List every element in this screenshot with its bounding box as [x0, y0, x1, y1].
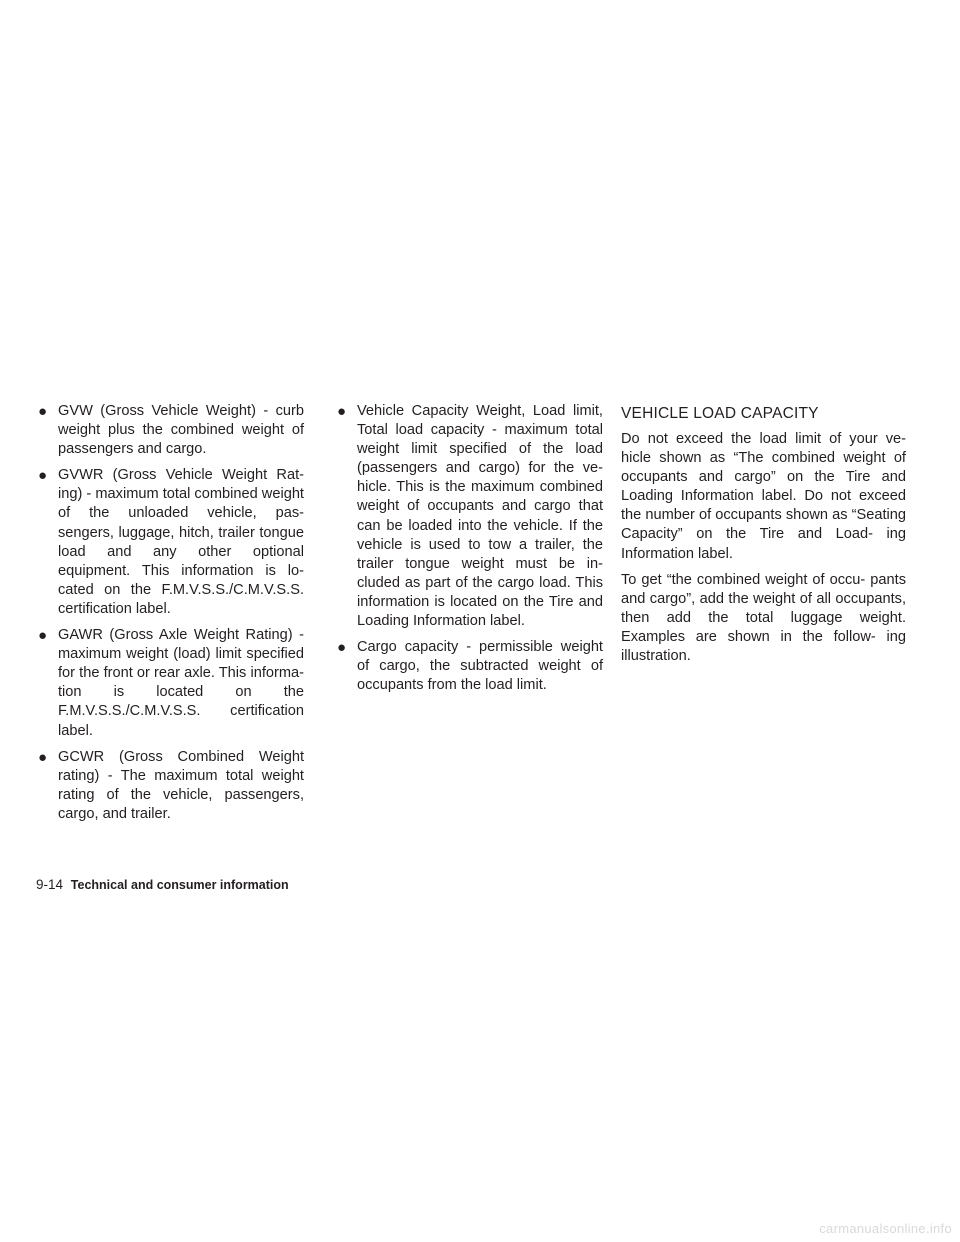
section-heading: VEHICLE LOAD CAPACITY: [621, 405, 819, 422]
list-item-text: Cargo capacity - permissible weight of cargo, the subtracted weight of occupants from the load limit.: [357, 639, 603, 694]
list-item: [38, 626, 304, 741]
list-item-text: GAWR (Gross Axle Weight Rating) - maximum weight (load) limit specified for the front or rear axle. This informa- tion is located on the F.M.V.S.S./C.M.V.S.S. certification label.: [58, 627, 304, 739]
column-3: [621, 402, 906, 673]
column-1: [38, 402, 304, 831]
bullet-list-2: [337, 402, 603, 695]
chapter-title: Technical and consumer information: [70, 878, 289, 892]
list-item: [38, 748, 304, 824]
page-number: 9-14: [36, 877, 64, 892]
list-item: [337, 638, 603, 695]
watermark: carmanualsonline.info: [819, 1221, 952, 1236]
paragraph: To get “the combined weight of occu- pants and cargo”, add the weight of all occupants, then add the total luggage weight. Examples are shown in the follow- ing illustration.: [621, 571, 906, 665]
paragraph: Do not exceed the load limit of your ve- hicle shown as “The combined weight of occupants and cargo” on the Tire and Loading Information label. Do not exceed the number of occupants shown as “Seating Capacity” on the Tire and Load- ing Information label.: [621, 431, 906, 562]
list-item-text: Vehicle Capacity Weight, Load limit, Total load capacity - maximum total weight limit specified of the load (passengers and cargo) for the ve- hicle. This is the maximum combined weight of occupants and cargo that can be loaded into the vehicle. If the vehicle is used to tow a trailer, the trailer tongue weight must be in- cluded as part of the cargo load. This information is located on the Tire and Loading Information label.: [357, 403, 603, 630]
bullet-icon: ●: [38, 748, 48, 766]
list-item-text: GVWR (Gross Vehicle Weight Rat- ing) - maximum total combined weight of the unloaded vehicle, pas- sengers, luggage, hitch, trailer tongue load and any other optional equipment. This information is lo- cated on the F.M.V.S.S./C.M.V.S.S. certification label.: [58, 467, 304, 617]
bullet-icon: ●: [38, 467, 48, 485]
bullet-icon: ●: [38, 627, 48, 645]
bullet-icon: ●: [337, 403, 347, 420]
bullet-list-1: [38, 402, 304, 824]
list-item-text: GVW (Gross Vehicle Weight) - curb weight plus the combined weight of passengers and cargo.: [58, 403, 304, 458]
list-item: [337, 402, 603, 631]
list-item: [38, 466, 304, 619]
list-item: [38, 402, 304, 459]
bullet-icon: ●: [337, 639, 347, 657]
list-item-text: GCWR (Gross Combined Weight rating) - The maximum total weight rating of the vehicle, passengers, cargo, and trailer.: [58, 748, 304, 822]
page-footer: [36, 876, 289, 894]
bullet-icon: ●: [38, 403, 48, 420]
column-2: [337, 402, 603, 702]
